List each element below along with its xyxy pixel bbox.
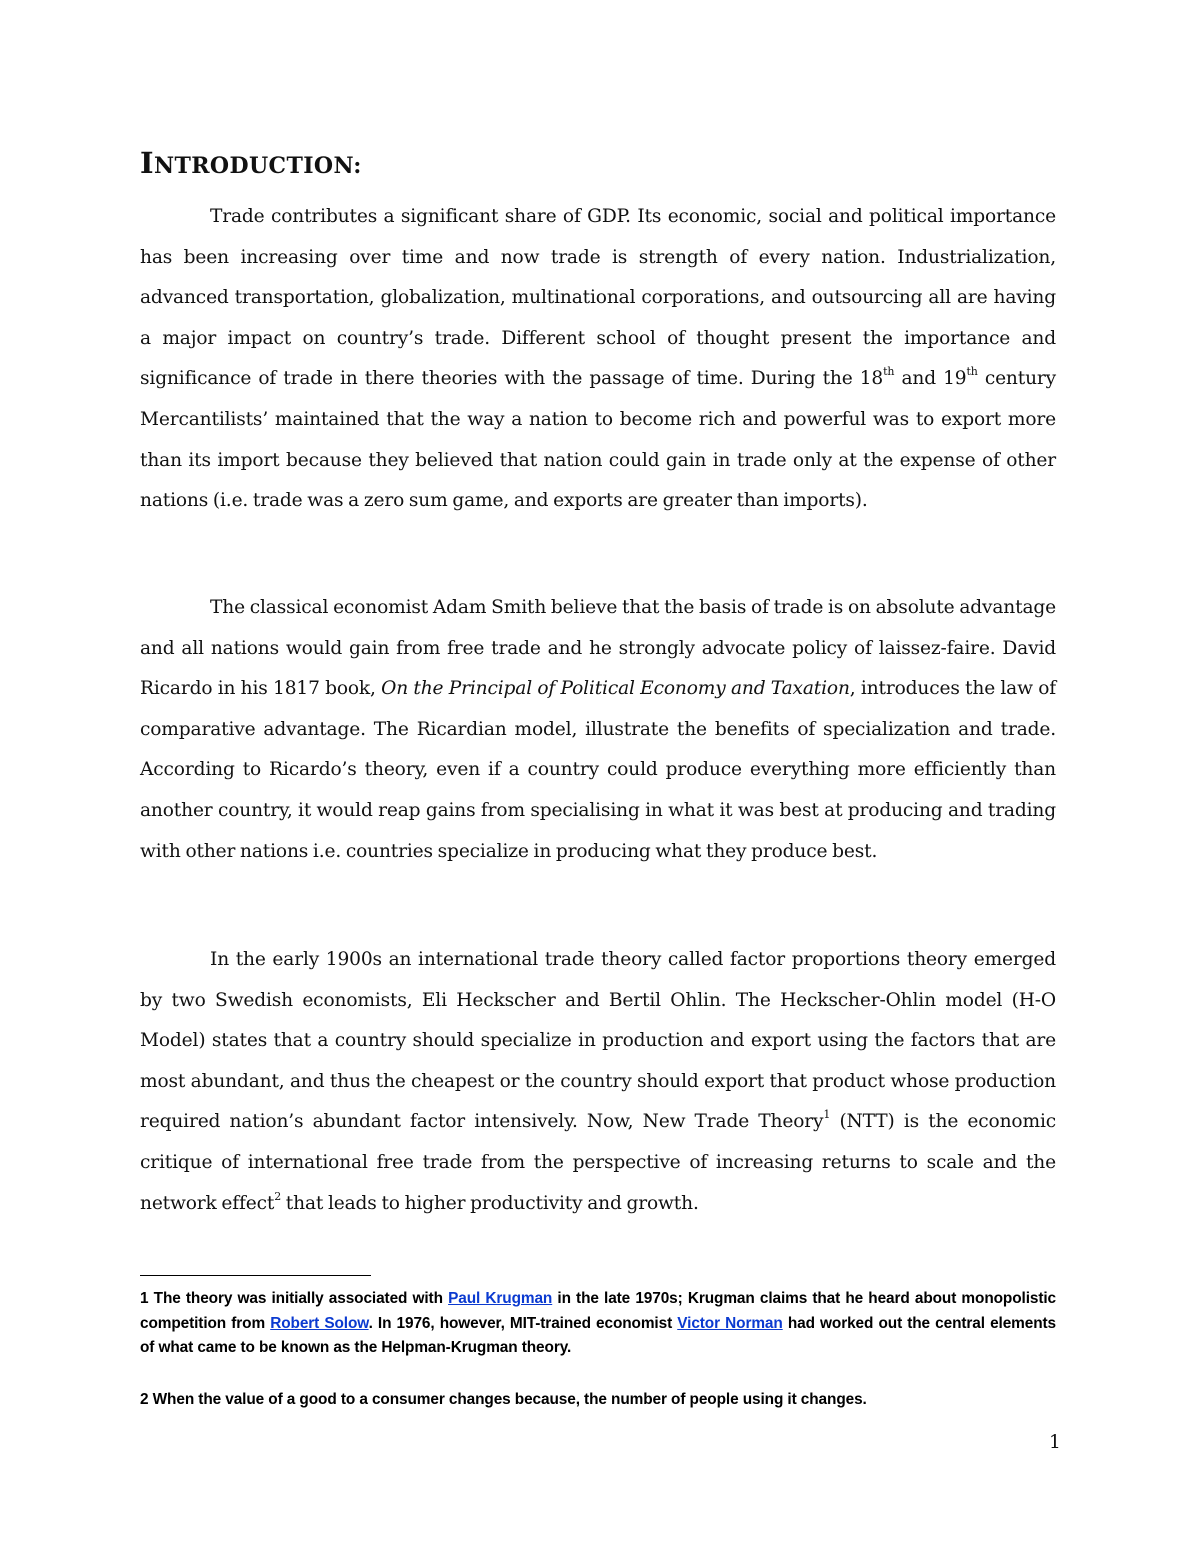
link-victor-norman[interactable]: Victor Norman bbox=[677, 1314, 783, 1332]
paragraph-3-text-b: (NTT) is the economic critique of international free trade from the perspective of increasing returns to scale and the network effect bbox=[140, 1111, 1057, 1214]
paragraph-1-text-c: century Mercantilists’ maintained that the way a nation to become rich and powerful was to export more than its import because they believed that nation could gain in trade only at the expense of other nations (i.e. trade was a zero sum game, and exports are greater than imports). bbox=[140, 368, 1056, 512]
link-robert-solow[interactable]: Robert Solow bbox=[270, 1314, 369, 1332]
footnote-1-text-d: had worked out the central elements of what came to be known as the Helpman-Krugman theory. bbox=[140, 1314, 1056, 1356]
ordinal-superscript: th bbox=[966, 365, 978, 379]
paragraph-3-text-c: that leads to higher productivity and growth. bbox=[281, 1192, 699, 1214]
paragraph-2-text-b: , introduces the law of comparative advantage. The Ricardian model, illustrate the benefits of specialization and trade. According to Ricardo’s theory, even if a country could produce everything more efficiently than another country, it would reap gains from specialising in what it was best at producing and trading with other nations i.e. countries specialize in producing what they produce best. bbox=[140, 678, 1056, 862]
footnote-1-text-b: in the late 1970s; Krugman claims that he heard about monopolistic competition from bbox=[140, 1290, 1056, 1332]
footnote-separator bbox=[140, 1275, 371, 1276]
heading-rest: NTRODUCTION: bbox=[153, 153, 362, 179]
paragraph-1 bbox=[140, 197, 1056, 522]
footnote-2: 2 When the value of a good to a consumer changes because, the number of people using it changes. bbox=[140, 1391, 867, 1408]
paragraph-3 bbox=[140, 940, 1056, 1224]
paragraph-1-text-a: Trade contributes a significant share of GDP. Its economic, social and political importance has been increasing over time and now trade is strength of every nation. Industrialization, advanced transportation, globalization, multinational corporations, and outsourcing all are having a major impact on country’s trade. Different school of thought present the importance and significance of trade in there theories with the passage of time. During the 18 bbox=[140, 206, 1056, 390]
book-title: On the Principal of Political Economy and Taxation bbox=[381, 678, 850, 700]
page-number: 1 bbox=[1049, 1432, 1061, 1453]
footnote-1 bbox=[140, 1287, 1056, 1361]
paragraph-3-text-a: In the early 1900s an international trade theory called factor proportions theory emerged by two Swedish economists, Eli Heckscher and Bertil Ohlin. The Heckscher-Ohlin model (H-O Model) states that a country should specialize in production and export using the factors that are most abundant, and thus the cheapest or the country should export that product whose production required nation’s abundant factor intensively. Now, New Trade Theory bbox=[140, 949, 1056, 1133]
paragraph-2-text-a: The classical economist Adam Smith believe that the basis of trade is on absolute advantage and all nations would gain from free trade and he strongly advocate policy of laissez-faire. David Ricardo in his 1817 book, bbox=[140, 597, 1056, 700]
footnote-ref-2[interactable]: 2 bbox=[274, 1189, 282, 1203]
section-heading bbox=[140, 146, 362, 180]
link-paul-krugman[interactable]: Paul Krugman bbox=[448, 1290, 553, 1307]
footnote-1-text-c: . In 1976, however, MIT-trained economist bbox=[368, 1314, 678, 1332]
footnote-ref-1[interactable]: 1 bbox=[823, 1108, 831, 1122]
footnote-1-text-a: 1 The theory was initially associated with bbox=[140, 1290, 449, 1307]
paragraph-1-text-b: and 19 bbox=[894, 368, 967, 390]
paragraph-2 bbox=[140, 588, 1056, 872]
ordinal-superscript: th bbox=[883, 365, 895, 379]
heading-initial: I bbox=[140, 146, 154, 180]
